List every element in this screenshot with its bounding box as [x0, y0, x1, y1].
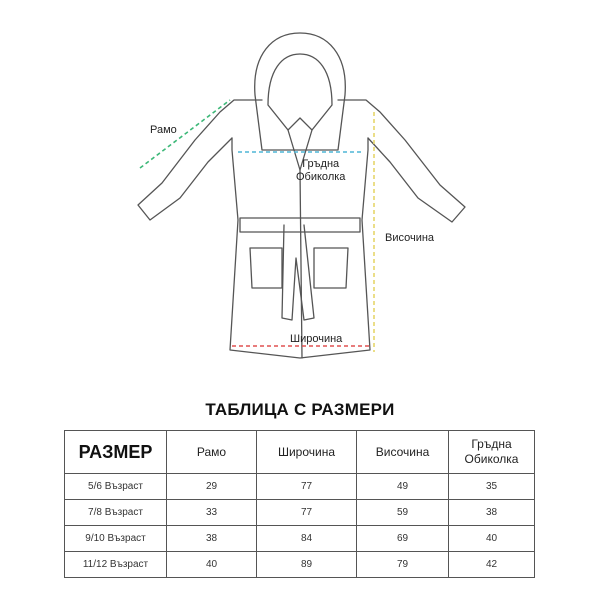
right-pocket-outline [314, 248, 348, 288]
cell-width: 77 [257, 500, 357, 526]
cell-height: 79 [357, 552, 449, 578]
cell-size: 5/6 Възраст [65, 474, 167, 500]
table-row [65, 526, 535, 552]
cell-width: 77 [257, 474, 357, 500]
table-header-row [65, 431, 535, 474]
hood-inner-outline [268, 54, 332, 130]
cell-height: 49 [357, 474, 449, 500]
table-row [65, 500, 535, 526]
cell-shoulder: 33 [167, 500, 257, 526]
right-sleeve-outline [338, 100, 465, 222]
cell-shoulder: 40 [167, 552, 257, 578]
belt-knot-outline [282, 225, 314, 320]
header-chest-line1: Гръдна [471, 437, 512, 451]
header-chest [449, 431, 535, 474]
table-row [65, 474, 535, 500]
height-label: Височина [385, 232, 435, 244]
header-shoulder: Рамо [167, 431, 257, 474]
left-sleeve-outline [138, 100, 262, 220]
cell-width: 84 [257, 526, 357, 552]
header-size: РАЗМЕР [65, 431, 167, 474]
cell-width: 89 [257, 552, 357, 578]
shoulder-label: Рамо [150, 124, 177, 136]
cell-size: 11/12 Възраст [65, 552, 167, 578]
cell-height: 69 [357, 526, 449, 552]
left-pocket-outline [250, 248, 282, 288]
header-width: Широчина [257, 431, 357, 474]
chest-label [296, 158, 345, 184]
header-height: Височина [357, 431, 449, 474]
cell-shoulder: 38 [167, 526, 257, 552]
cell-chest: 38 [449, 500, 535, 526]
cell-chest: 42 [449, 552, 535, 578]
header-chest-line2: Обиколка [464, 452, 519, 466]
table-row [65, 552, 535, 578]
width-label: Широчина [290, 333, 343, 345]
size-table-title: ТАБЛИЦА С РАЗМЕРИ [205, 400, 395, 419]
cell-chest: 40 [449, 526, 535, 552]
cell-chest: 35 [449, 474, 535, 500]
cell-size: 9/10 Възраст [65, 526, 167, 552]
chest-label-line1: Гръдна [302, 158, 340, 170]
chest-label-line2: Обиколка [296, 171, 346, 183]
cell-shoulder: 29 [167, 474, 257, 500]
size-table [64, 430, 535, 578]
cell-size: 7/8 Възраст [65, 500, 167, 526]
cell-height: 59 [357, 500, 449, 526]
